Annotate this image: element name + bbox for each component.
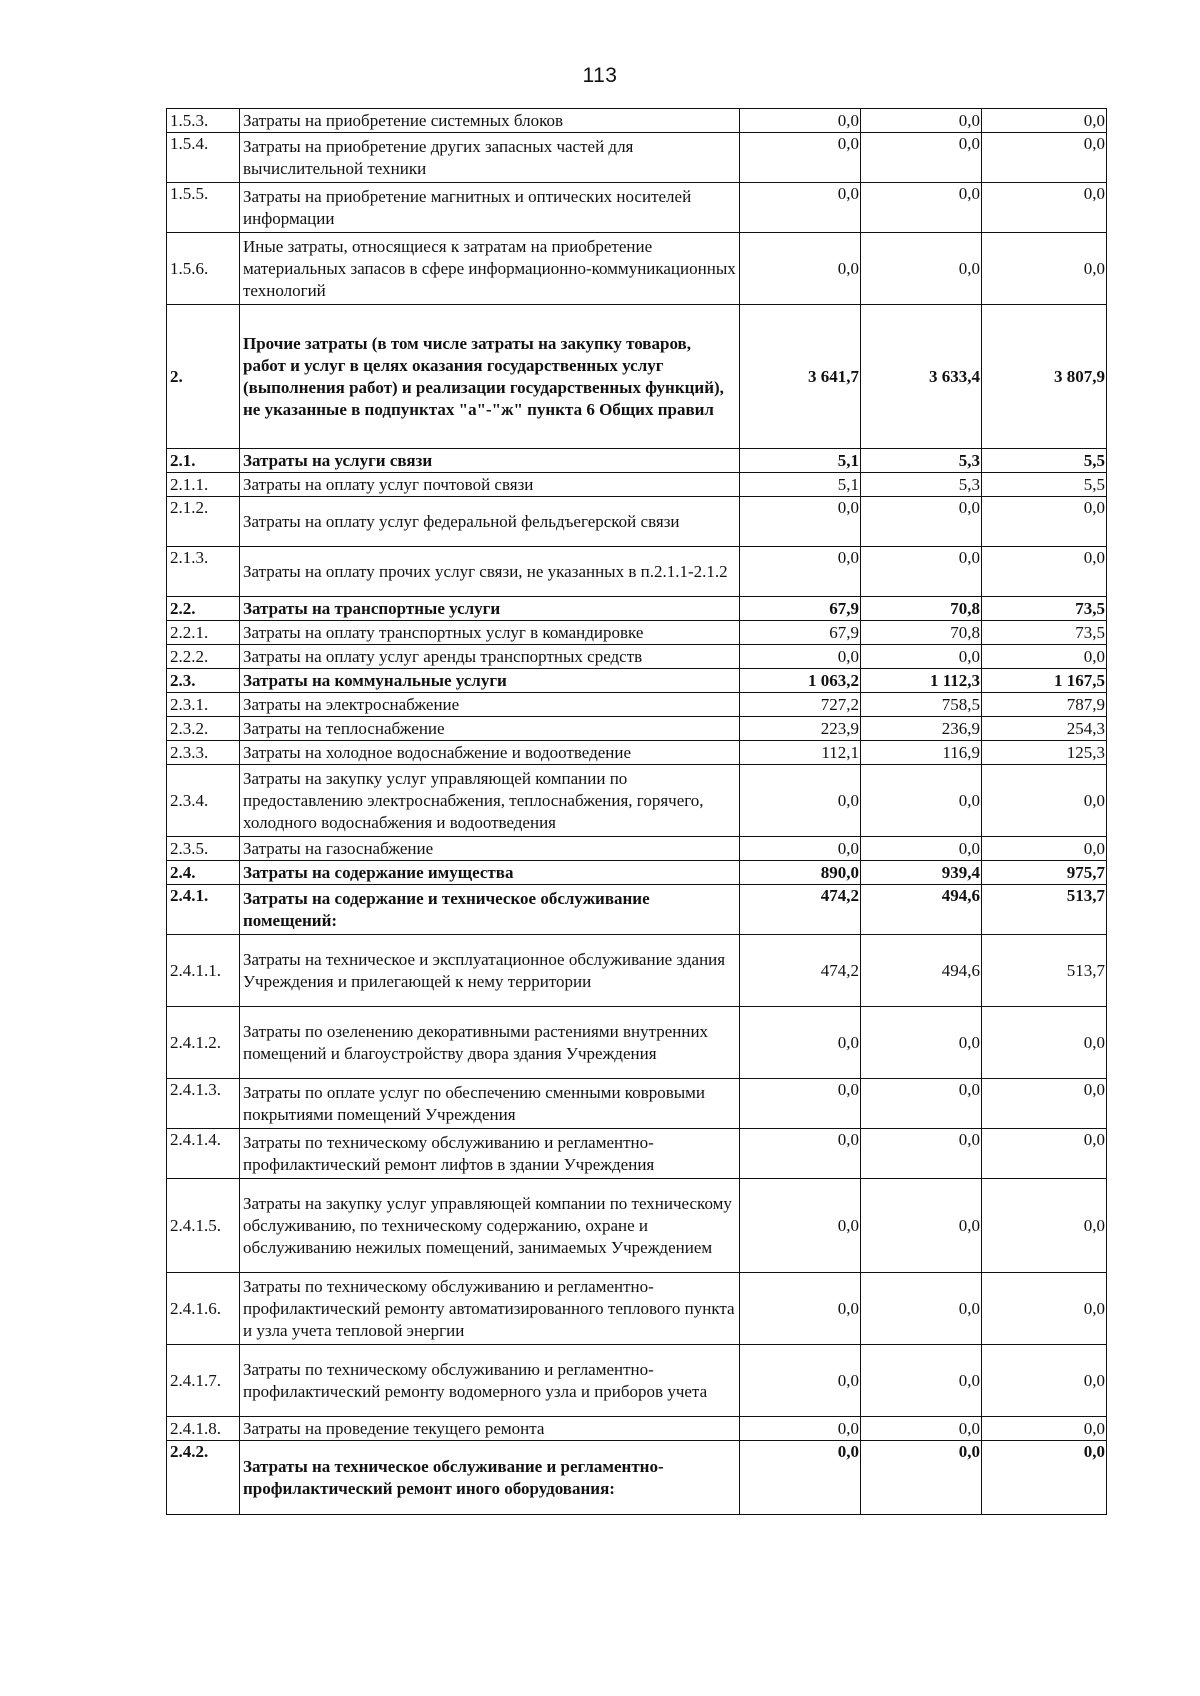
row-code: 2.2.2. — [167, 645, 240, 669]
row-value-3: 0,0 — [982, 109, 1107, 133]
row-value-1: 67,9 — [740, 621, 861, 645]
row-value-2: 70,8 — [861, 597, 982, 621]
row-code: 1.5.6. — [167, 233, 240, 305]
row-value-1: 112,1 — [740, 741, 861, 765]
row-value-3: 0,0 — [982, 233, 1107, 305]
row-code: 2.3. — [167, 669, 240, 693]
row-value-1: 0,0 — [740, 1345, 861, 1417]
row-name: Затраты на содержание и техническое обслуживание помещений: — [240, 885, 740, 935]
row-code: 2.3.2. — [167, 717, 240, 741]
row-value-1: 0,0 — [740, 1417, 861, 1441]
table-row — [167, 547, 1107, 597]
row-name: Затраты на содержание имущества — [240, 861, 740, 885]
row-name: Затраты на проведение текущего ремонта — [240, 1417, 740, 1441]
row-value-1: 727,2 — [740, 693, 861, 717]
table-row — [167, 1273, 1107, 1345]
table-row — [167, 1079, 1107, 1129]
row-value-2: 494,6 — [861, 885, 982, 935]
row-code: 2.4.1.7. — [167, 1345, 240, 1417]
row-value-2: 3 633,4 — [861, 305, 982, 449]
row-name: Затраты по техническому обслуживанию и регламентно-профилактический ремонту водомерного узла и приборов учета — [240, 1345, 740, 1417]
row-value-3: 0,0 — [982, 1129, 1107, 1179]
row-name: Затраты на коммунальные услуги — [240, 669, 740, 693]
table-row — [167, 1129, 1107, 1179]
row-value-3: 975,7 — [982, 861, 1107, 885]
row-value-1: 5,1 — [740, 473, 861, 497]
row-name: Затраты на приобретение магнитных и оптических носителей информации — [240, 183, 740, 233]
row-name: Прочие затраты (в том числе затраты на закупку товаров, работ и услуг в целях оказания государственных услуг (выполнения работ) и реализации государственных функций), не указанные в подпунктах "а"-"ж" пункта 6 Общих правил — [240, 305, 740, 449]
row-name: Затраты на оплату транспортных услуг в командировке — [240, 621, 740, 645]
row-code: 2.2.1. — [167, 621, 240, 645]
table-row — [167, 183, 1107, 233]
row-name: Затраты по техническому обслуживанию и регламентно-профилактический ремонту автоматизированного теплового пункта и узла учета тепловой энергии — [240, 1273, 740, 1345]
row-value-1: 890,0 — [740, 861, 861, 885]
table-row — [167, 597, 1107, 621]
row-code: 2.4.1.1. — [167, 935, 240, 1007]
row-value-3: 3 807,9 — [982, 305, 1107, 449]
row-name: Затраты на оплату услуг почтовой связи — [240, 473, 740, 497]
row-value-2: 1 112,3 — [861, 669, 982, 693]
table-row — [167, 717, 1107, 741]
row-name: Затраты на газоснабжение — [240, 837, 740, 861]
row-value-1: 223,9 — [740, 717, 861, 741]
row-value-3: 513,7 — [982, 935, 1107, 1007]
table-row — [167, 1007, 1107, 1079]
table-row — [167, 935, 1107, 1007]
row-name: Затраты на закупку услуг управляющей компании по предоставлению электроснабжения, теплоснабжения, горячего, холодного водоснабжения и водоотведения — [240, 765, 740, 837]
row-code: 1.5.3. — [167, 109, 240, 133]
row-value-1: 0,0 — [740, 765, 861, 837]
table-row — [167, 765, 1107, 837]
row-value-2: 0,0 — [861, 1179, 982, 1273]
row-name: Затраты на электроснабжение — [240, 693, 740, 717]
row-value-3: 0,0 — [982, 1079, 1107, 1129]
row-value-1: 0,0 — [740, 133, 861, 183]
row-code: 2.4. — [167, 861, 240, 885]
row-value-2: 0,0 — [861, 183, 982, 233]
row-value-3: 5,5 — [982, 473, 1107, 497]
row-value-2: 0,0 — [861, 645, 982, 669]
table-row — [167, 1441, 1107, 1515]
row-value-2: 0,0 — [861, 497, 982, 547]
row-name: Затраты по озеленению декоративными растениями внутренних помещений и благоустройству двора здания Учреждения — [240, 1007, 740, 1079]
row-value-1: 474,2 — [740, 885, 861, 935]
table-row — [167, 133, 1107, 183]
row-value-3: 73,5 — [982, 621, 1107, 645]
row-value-1: 67,9 — [740, 597, 861, 621]
row-value-1: 0,0 — [740, 109, 861, 133]
row-value-1: 0,0 — [740, 1273, 861, 1345]
row-value-2: 939,4 — [861, 861, 982, 885]
table-row — [167, 693, 1107, 717]
row-value-2: 0,0 — [861, 1417, 982, 1441]
row-name: Затраты на техническое обслуживание и регламентно-профилактический ремонт иного оборудования: — [240, 1441, 740, 1515]
table-row — [167, 741, 1107, 765]
table-row — [167, 621, 1107, 645]
row-name: Затраты на оплату услуг аренды транспортных средств — [240, 645, 740, 669]
table-row — [167, 109, 1107, 133]
row-code: 2.4.1. — [167, 885, 240, 935]
row-name: Затраты на оплату прочих услуг связи, не указанных в п.2.1.1-2.1.2 — [240, 547, 740, 597]
row-value-3: 5,5 — [982, 449, 1107, 473]
row-code: 2.3.5. — [167, 837, 240, 861]
row-value-3: 0,0 — [982, 133, 1107, 183]
row-code: 2. — [167, 305, 240, 449]
row-value-3: 0,0 — [982, 765, 1107, 837]
table-row — [167, 1417, 1107, 1441]
row-value-2: 5,3 — [861, 473, 982, 497]
row-value-3: 787,9 — [982, 693, 1107, 717]
row-value-3: 0,0 — [982, 1273, 1107, 1345]
row-name: Затраты по оплате услуг по обеспечению сменными ковровыми покрытиями помещений Учреждения — [240, 1079, 740, 1129]
row-code: 2.1. — [167, 449, 240, 473]
row-code: 2.1.3. — [167, 547, 240, 597]
row-code: 2.4.1.3. — [167, 1079, 240, 1129]
row-value-3: 0,0 — [982, 547, 1107, 597]
row-value-1: 0,0 — [740, 497, 861, 547]
row-value-2: 0,0 — [861, 1129, 982, 1179]
row-name: Затраты на холодное водоснабжение и водоотведение — [240, 741, 740, 765]
row-code: 2.3.3. — [167, 741, 240, 765]
row-code: 1.5.4. — [167, 133, 240, 183]
table-row — [167, 473, 1107, 497]
table-row — [167, 497, 1107, 547]
row-value-1: 0,0 — [740, 547, 861, 597]
row-value-3: 73,5 — [982, 597, 1107, 621]
row-value-3: 0,0 — [982, 1007, 1107, 1079]
row-value-2: 70,8 — [861, 621, 982, 645]
row-value-2: 0,0 — [861, 837, 982, 861]
row-name: Затраты на техническое и эксплуатационное обслуживание здания Учреждения и прилегающей к нему территории — [240, 935, 740, 1007]
row-code: 2.4.1.5. — [167, 1179, 240, 1273]
table-row — [167, 885, 1107, 935]
row-value-1: 0,0 — [740, 645, 861, 669]
row-code: 2.2. — [167, 597, 240, 621]
row-value-1: 0,0 — [740, 1129, 861, 1179]
table-row — [167, 233, 1107, 305]
table-row — [167, 669, 1107, 693]
row-value-1: 0,0 — [740, 837, 861, 861]
row-value-2: 0,0 — [861, 1273, 982, 1345]
row-code: 2.4.1.4. — [167, 1129, 240, 1179]
row-value-1: 0,0 — [740, 183, 861, 233]
row-value-2: 0,0 — [861, 1441, 982, 1515]
row-name: Затраты по техническому обслуживанию и регламентно-профилактический ремонт лифтов в здании Учреждения — [240, 1129, 740, 1179]
row-name: Затраты на приобретение других запасных частей для вычислительной техники — [240, 133, 740, 183]
row-value-3: 0,0 — [982, 183, 1107, 233]
row-value-1: 474,2 — [740, 935, 861, 1007]
row-value-2: 0,0 — [861, 1345, 982, 1417]
table-row — [167, 837, 1107, 861]
row-value-2: 0,0 — [861, 133, 982, 183]
row-value-1: 0,0 — [740, 1179, 861, 1273]
row-value-2: 0,0 — [861, 109, 982, 133]
row-name: Иные затраты, относящиеся к затратам на приобретение материальных запасов в сфере информационно-коммуникационных технологий — [240, 233, 740, 305]
row-value-1: 3 641,7 — [740, 305, 861, 449]
row-value-1: 1 063,2 — [740, 669, 861, 693]
table-row — [167, 645, 1107, 669]
row-name: Затраты на оплату услуг федеральной фельдъегерской связи — [240, 497, 740, 547]
row-value-2: 236,9 — [861, 717, 982, 741]
row-code: 1.5.5. — [167, 183, 240, 233]
row-value-3: 1 167,5 — [982, 669, 1107, 693]
row-code: 2.3.1. — [167, 693, 240, 717]
row-value-3: 0,0 — [982, 1345, 1107, 1417]
row-value-2: 0,0 — [861, 765, 982, 837]
page-number: 113 — [582, 64, 618, 87]
row-value-2: 0,0 — [861, 233, 982, 305]
row-value-3: 0,0 — [982, 1441, 1107, 1515]
row-value-2: 116,9 — [861, 741, 982, 765]
table-row — [167, 861, 1107, 885]
row-value-1: 5,1 — [740, 449, 861, 473]
row-value-2: 5,3 — [861, 449, 982, 473]
cost-table — [166, 108, 1107, 1515]
table-row — [167, 1179, 1107, 1273]
row-code: 2.1.2. — [167, 497, 240, 547]
row-value-3: 0,0 — [982, 1417, 1107, 1441]
row-value-3: 0,0 — [982, 645, 1107, 669]
row-value-3: 0,0 — [982, 1179, 1107, 1273]
row-value-2: 494,6 — [861, 935, 982, 1007]
row-name: Затраты на услуги связи — [240, 449, 740, 473]
row-value-1: 0,0 — [740, 1441, 861, 1515]
table-row — [167, 449, 1107, 473]
row-value-1: 0,0 — [740, 1007, 861, 1079]
row-code: 2.4.1.8. — [167, 1417, 240, 1441]
row-name: Затраты на закупку услуг управляющей компании по техническому обслуживанию, по техническому содержанию, охране и обслуживанию нежилых помещений, занимаемых Учреждением — [240, 1179, 740, 1273]
row-value-3: 254,3 — [982, 717, 1107, 741]
row-code: 2.4.1.2. — [167, 1007, 240, 1079]
row-value-3: 0,0 — [982, 837, 1107, 861]
table-row — [167, 305, 1107, 449]
row-code: 2.4.2. — [167, 1441, 240, 1515]
row-code: 2.4.1.6. — [167, 1273, 240, 1345]
table-row — [167, 1345, 1107, 1417]
row-code: 2.1.1. — [167, 473, 240, 497]
row-name: Затраты на транспортные услуги — [240, 597, 740, 621]
row-value-3: 125,3 — [982, 741, 1107, 765]
row-value-2: 0,0 — [861, 1079, 982, 1129]
row-value-1: 0,0 — [740, 233, 861, 305]
row-value-2: 758,5 — [861, 693, 982, 717]
row-value-2: 0,0 — [861, 547, 982, 597]
row-value-3: 513,7 — [982, 885, 1107, 935]
row-name: Затраты на приобретение системных блоков — [240, 109, 740, 133]
row-value-3: 0,0 — [982, 497, 1107, 547]
row-value-1: 0,0 — [740, 1079, 861, 1129]
row-code: 2.3.4. — [167, 765, 240, 837]
row-name: Затраты на теплоснабжение — [240, 717, 740, 741]
row-value-2: 0,0 — [861, 1007, 982, 1079]
cost-table-body — [167, 109, 1107, 1515]
